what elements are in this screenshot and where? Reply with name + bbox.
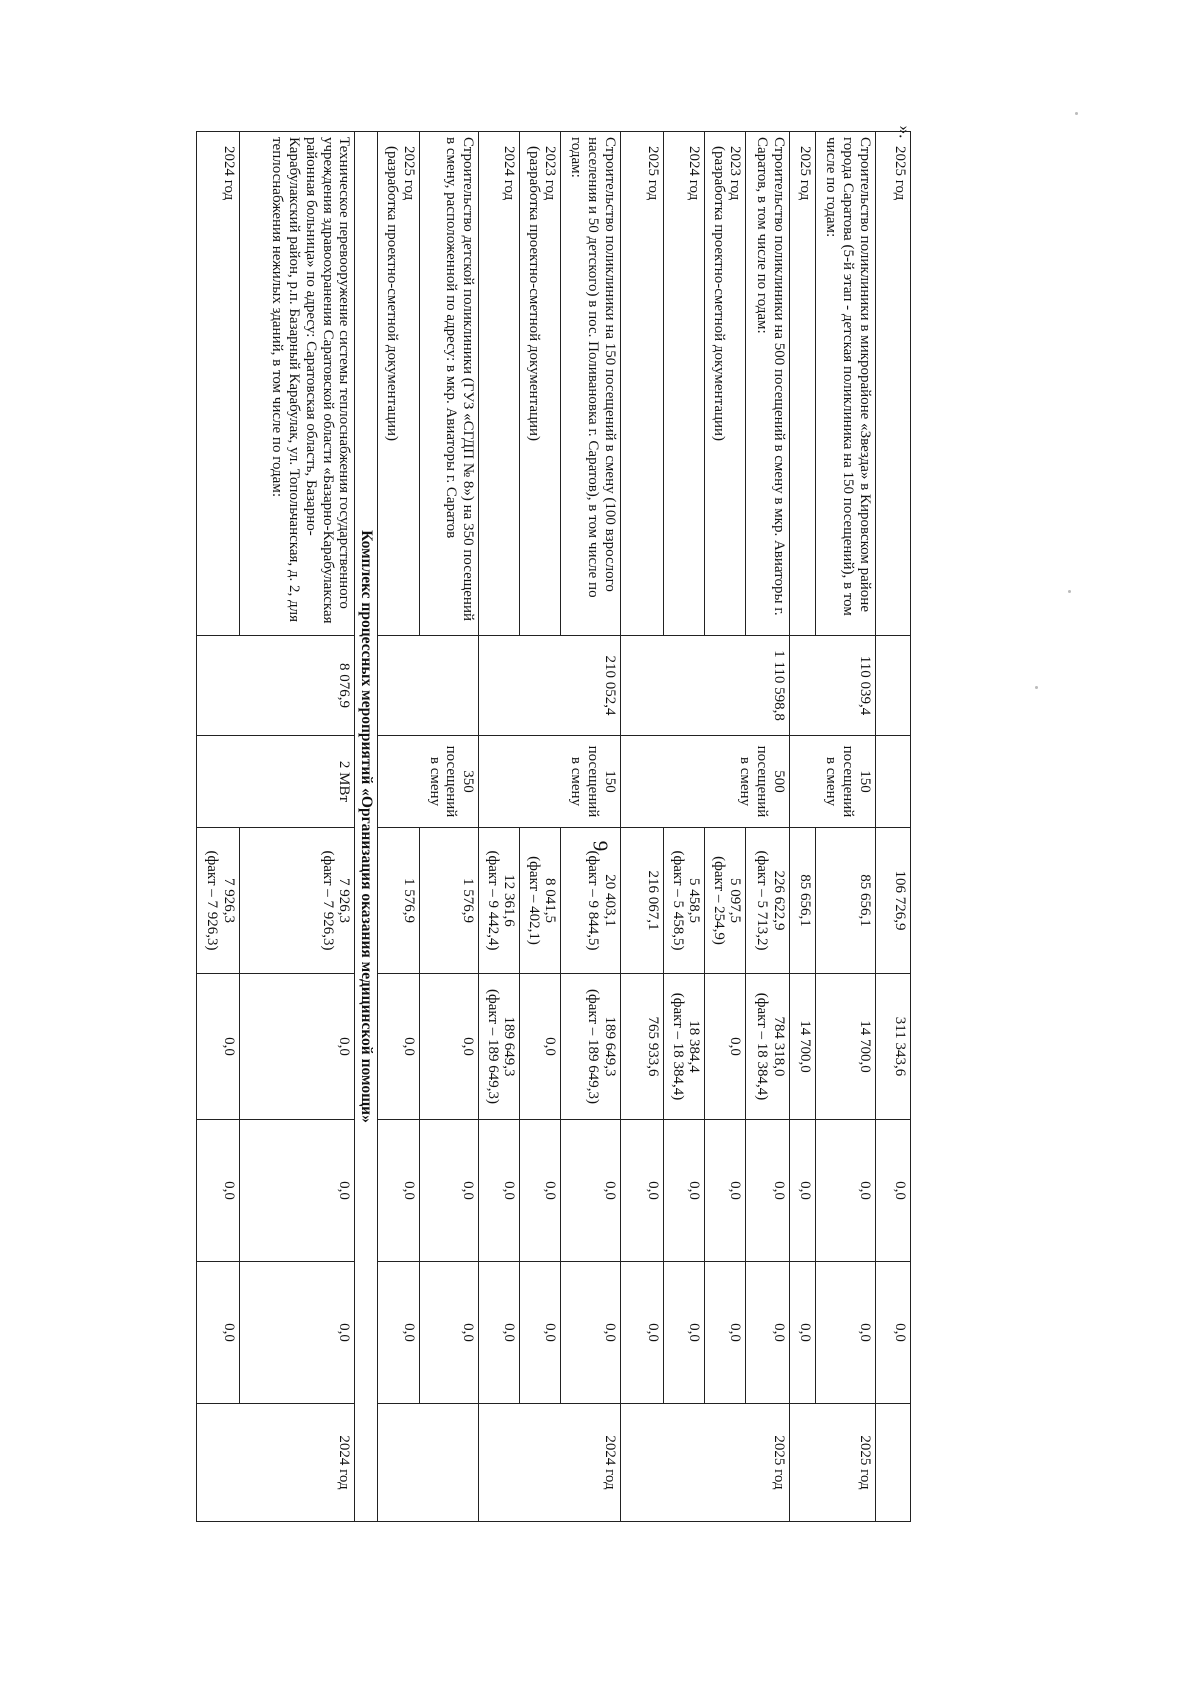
row-name	[705, 132, 746, 636]
value-cell: 0,0	[816, 1120, 876, 1262]
table-row	[419, 132, 479, 1522]
value-cell: 0,0	[561, 1120, 621, 1262]
scan-artifact	[1075, 112, 1078, 115]
row-year: 2025 год	[400, 146, 417, 201]
table-row	[240, 132, 355, 1522]
total-cost-cell	[378, 636, 479, 736]
row-name	[378, 132, 419, 636]
value-line: 784 318,0	[770, 1016, 787, 1077]
fact-line: (факт – 7 926,3)	[204, 850, 221, 951]
row-name: 2025 год	[876, 132, 911, 636]
value-cell: 0,0	[479, 1262, 520, 1404]
value-cell: 85 656,1	[789, 828, 816, 974]
row-name	[520, 132, 561, 636]
value-cell: 14 700,0	[816, 974, 876, 1120]
value-cell	[561, 974, 621, 1120]
value-line: 18 384,4	[686, 1020, 703, 1073]
value-cell: 0,0	[621, 1262, 664, 1404]
fact-line: (факт – 9 442,4)	[484, 850, 501, 951]
row-year: 2023 год	[727, 146, 744, 201]
value-cell: 0,0	[197, 974, 240, 1120]
value-cell: 0,0	[479, 1120, 520, 1262]
row-note: (разработка проектно-сметной документации)	[710, 146, 727, 442]
value-cell: 216 067,1	[621, 828, 664, 974]
value-cell: 0,0	[240, 1120, 355, 1262]
object-name: Строительство детской поликлиники (ГУЗ «СГДП № 8») на 350 посещений в смену, расположенной по адресу: в мкр. Авиаторы г. Саратов	[419, 132, 479, 636]
value-cell	[479, 828, 520, 974]
value-cell: 0,0	[378, 1262, 419, 1404]
value-cell: 0,0	[705, 974, 746, 1120]
value-cell: 0,0	[561, 1262, 621, 1404]
value-line: 5 097,5	[727, 878, 744, 923]
value-line: 12 361,6	[501, 874, 518, 927]
value-line: 8 041,5	[542, 878, 559, 923]
capacity-cell: 2 МВт	[197, 736, 355, 828]
row-year: 2023 год	[542, 146, 559, 201]
total-cost-cell: 110 039,4	[789, 636, 875, 736]
value-cell: 0,0	[816, 1262, 876, 1404]
value-cell: 1 576,9	[419, 828, 479, 974]
object-name: Техническое перевооружение системы теплоснабжения государственного учреждения здравоохранения Саратовской области «Базарно-Карабулакская районная больница» по адресу: Саратовская область, Базарно-Карабулакский район, р.п. Базарный Карабулак, ул. Топольчанская, д. 2, для теплоснабжения нежилых зданий, в том числе по годам:	[240, 132, 355, 636]
table-row	[816, 132, 876, 1522]
fact-line: (факт – 254,9)	[710, 856, 727, 945]
fact-line: (факт – 5 713,2)	[753, 850, 770, 951]
section-row	[355, 132, 378, 1522]
rotated-table-frame	[196, 131, 911, 1521]
value-line: 7 926,3	[221, 878, 238, 923]
row-name: 2025 год	[789, 132, 816, 636]
scan-artifact	[1035, 686, 1038, 689]
value-cell	[705, 828, 746, 974]
section-title: Комплекс процессных мероприятий «Организация оказания медицинской помощи»	[355, 132, 378, 1522]
fact-line: (факт – 18 384,4)	[669, 992, 686, 1101]
year-cell: 2024 год	[197, 1404, 355, 1522]
total-cost-cell	[876, 636, 911, 736]
value-cell: 1 576,9	[378, 828, 419, 974]
construction-program-table	[196, 131, 911, 1522]
fact-line: (факт – 189 649,3)	[484, 988, 501, 1104]
year-cell: 2025 год	[621, 1404, 790, 1522]
value-line: 7 926,3	[336, 878, 353, 923]
row-name: 2024 год	[197, 132, 240, 636]
value-line: 226 622,9	[770, 870, 787, 931]
object-name: Строительство поликлиники в микрорайоне «Звезда» в Кировском районе города Саратова (5-й этап - детская поликлиника на 150 посещений), в том числе по годам:	[816, 132, 876, 636]
year-cell	[876, 1404, 911, 1522]
value-cell: 0,0	[520, 974, 561, 1120]
value-cell: 0,0	[240, 974, 355, 1120]
value-cell: 106 726,9	[876, 828, 911, 974]
value-cell: 0,0	[876, 1120, 911, 1262]
year-cell	[378, 1404, 479, 1522]
value-cell: 0,0	[520, 1262, 561, 1404]
value-cell: 0,0	[664, 1120, 705, 1262]
scan-artifact	[1068, 590, 1071, 593]
capacity-cell: 150 посещений в смену	[789, 736, 875, 828]
value-line: 5 458,5	[686, 878, 703, 923]
value-cell: 0,0	[789, 1262, 816, 1404]
row-note: (разработка проектно-сметной документации)	[383, 146, 400, 442]
value-cell: 0,0	[705, 1262, 746, 1404]
total-cost-cell: 1 110 598,8	[621, 636, 790, 736]
row-note: (разработка проектно-сметной документации)	[525, 146, 542, 442]
year-cell: 2025 год	[789, 1404, 875, 1522]
value-cell: 0,0	[876, 1262, 911, 1404]
value-cell: 765 933,6	[621, 974, 664, 1120]
row-name: 2024 год	[479, 132, 520, 636]
capacity-cell: 500 посещений в смену	[621, 736, 790, 828]
value-cell: 0,0	[378, 974, 419, 1120]
value-cell: 311 343,6	[876, 974, 911, 1120]
value-cell	[479, 974, 520, 1120]
value-cell	[664, 828, 705, 974]
value-cell: 0,0	[419, 1120, 479, 1262]
value-cell: 0,0	[419, 1262, 479, 1404]
value-cell: 0,0	[789, 1120, 816, 1262]
fact-line: (факт – 189 649,3)	[585, 988, 602, 1104]
value-cell: 0,0	[705, 1120, 746, 1262]
value-cell: 85 656,1	[816, 828, 876, 974]
value-cell: 0,0	[621, 1120, 664, 1262]
value-cell: 0,0	[746, 1120, 789, 1262]
value-cell	[746, 828, 789, 974]
total-cost-cell: 8 076,9	[197, 636, 355, 736]
value-line: 189 649,3	[501, 1016, 518, 1077]
value-cell	[520, 828, 561, 974]
value-cell: 0,0	[746, 1262, 789, 1404]
fact-line: (факт – 7 926,3)	[319, 850, 336, 951]
value-line: 20 403,1	[602, 874, 619, 927]
value-cell: 0,0	[378, 1120, 419, 1262]
table-row	[746, 132, 789, 1522]
value-cell: 0,0	[520, 1120, 561, 1262]
value-cell: 0,0	[197, 1120, 240, 1262]
table-row	[561, 132, 621, 1522]
value-cell	[746, 974, 789, 1120]
row-name: 2024 год	[664, 132, 705, 636]
value-cell: 0,0	[240, 1262, 355, 1404]
capacity-cell	[876, 736, 911, 828]
value-cell	[197, 828, 240, 974]
year-cell: 2024 год	[479, 1404, 621, 1522]
capacity-cell: 350 посещений в смену	[378, 736, 479, 828]
value-cell	[561, 828, 621, 974]
value-cell	[664, 974, 705, 1120]
value-cell: 0,0	[197, 1262, 240, 1404]
fact-line: (факт – 5 458,5)	[669, 850, 686, 951]
fact-line: (факт – 18 384,4)	[753, 992, 770, 1101]
table-container	[196, 131, 911, 1521]
fact-line: (факт – 9 844,5)	[585, 850, 602, 951]
page-number: 9	[588, 840, 613, 852]
capacity-cell: 150 посещений в смену	[479, 736, 621, 828]
value-cell: 0,0	[664, 1262, 705, 1404]
total-cost-cell: 210 052,4	[479, 636, 621, 736]
fact-line: (факт – 402,1)	[525, 856, 542, 945]
object-name: Строительство поликлиники на 500 посещений в смену в мкр. Авиаторы г. Саратов, в том числе по годам:	[746, 132, 789, 636]
value-cell: 0,0	[419, 974, 479, 1120]
closing-quote-mark: ».	[895, 125, 915, 139]
value-cell	[240, 828, 355, 974]
row-name: 2025 год	[621, 132, 664, 636]
object-name: Строительство поликлиники на 150 посещений в смену (100 взрослого населения и 50 детского) в пос. Поливановка г. Саратов), в том числе по годам:	[561, 132, 621, 636]
value-cell: 14 700,0	[789, 974, 816, 1120]
table-row	[876, 132, 911, 1522]
value-line: 189 649,3	[602, 1016, 619, 1077]
